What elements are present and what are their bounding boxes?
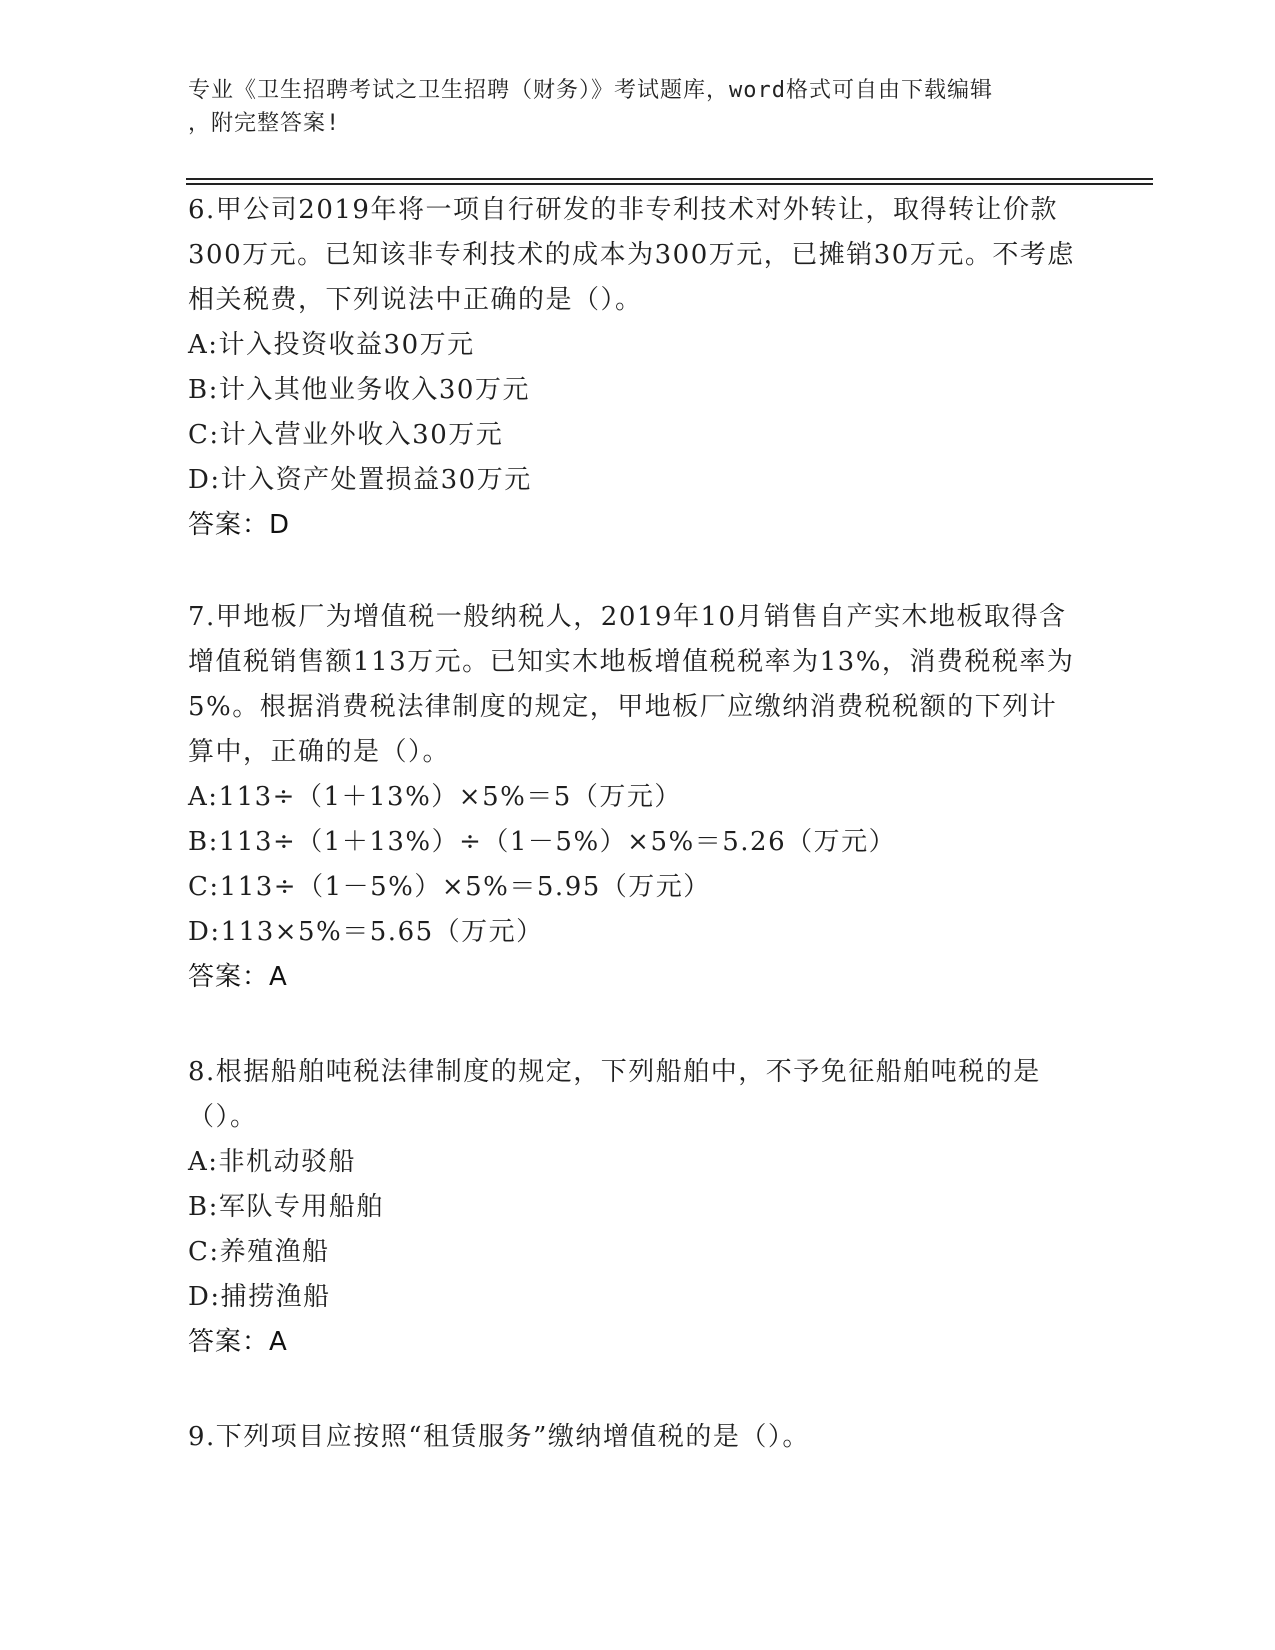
- option-b: B:计入其他业务收入30万元: [188, 375, 530, 405]
- header-divider-bottom: [186, 183, 1153, 185]
- option-c: C:113÷（1－5%）×5%＝5.95（万元）: [188, 872, 711, 902]
- question-stem: 6.甲公司2019年将一项自行研发的非专利技术对外转让，取得转让价款300万元。已知该非专利技术的成本为300万元，已摊销30万元。不考虑相关税费，下列说法中正确的是（）。: [188, 195, 1075, 315]
- option-b: B:军队专用船舶: [188, 1192, 384, 1222]
- question-stem: 7.甲地板厂为增值税一般纳税人，2019年10月销售自产实木地板取得含增值税销售额113万元。已知实木地板增值税税率为13%，消费税税率为5%。根据消费税法律制度的规定，甲地板厂应缴纳消费税税额的下列计算中，正确的是（）。: [188, 602, 1075, 767]
- question-8: [188, 1050, 1088, 1365]
- question-6: [188, 188, 1088, 548]
- question-7: [188, 595, 1088, 1000]
- header-divider-top: [186, 178, 1153, 180]
- answer: 答案：D: [188, 510, 291, 540]
- question-9: [188, 1415, 1088, 1460]
- option-a: A:113÷（1＋13%）×5%＝5（万元）: [188, 782, 682, 812]
- header-line-1: 专业《卫生招聘考试之卫生招聘（财务）》考试题库，word格式可自由下载编辑: [188, 78, 993, 103]
- answer: 答案：A: [188, 962, 288, 992]
- option-d: D:计入资产处置损益30万元: [188, 465, 532, 495]
- option-d: D:捕捞渔船: [188, 1282, 331, 1312]
- option-b: B:113÷（1＋13%）÷（1－5%）×5%＝5.26（万元）: [188, 827, 897, 857]
- question-stem: 8.根据船舶吨税法律制度的规定，下列船舶中，不予免征船舶吨税的是（）。: [188, 1057, 1041, 1132]
- option-c: C:养殖渔船: [188, 1237, 330, 1267]
- option-d: D:113×5%＝5.65（万元）: [188, 917, 544, 947]
- question-stem: 9.下列项目应按照“租赁服务”缴纳增值税的是（）。: [188, 1422, 810, 1452]
- option-c: C:计入营业外收入30万元: [188, 420, 504, 450]
- answer: 答案：A: [188, 1327, 288, 1357]
- option-a: A:非机动驳船: [188, 1147, 357, 1177]
- document-header: [188, 74, 1068, 140]
- header-line-2: ，附完整答案!: [188, 111, 341, 136]
- option-a: A:计入投资收益30万元: [188, 330, 475, 360]
